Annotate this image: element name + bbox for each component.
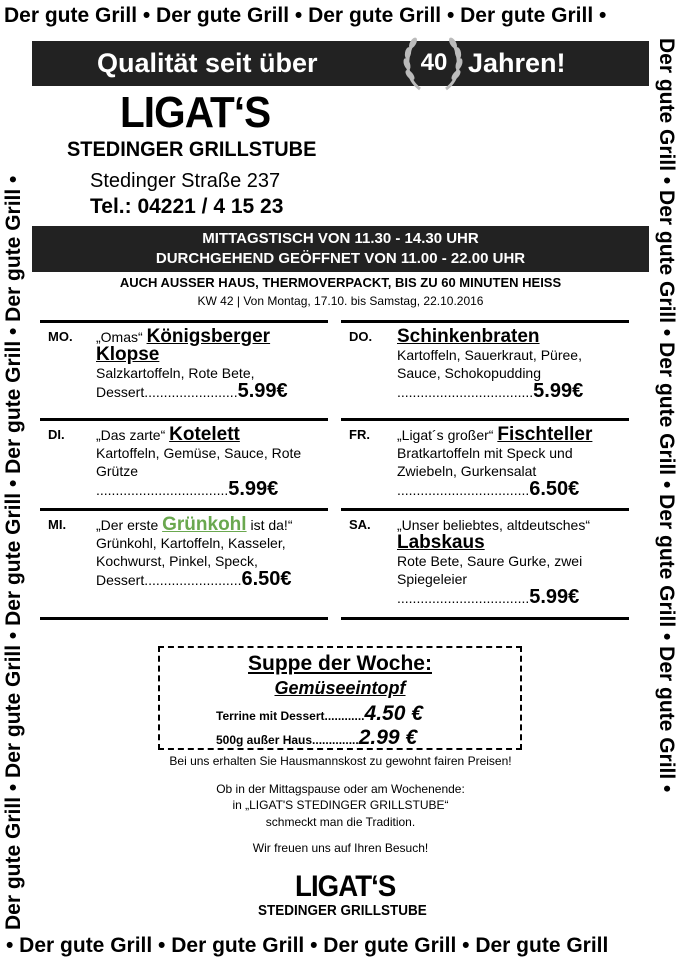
soup-of-the-week-box bbox=[158, 646, 522, 750]
dish-prefix: „Ligat´s großer“ bbox=[397, 427, 498, 443]
soup-row-label: Terrine mit Dessert bbox=[216, 709, 325, 723]
soup-title: Suppe der Woche: bbox=[248, 652, 432, 675]
soup-price-row-takeaway bbox=[216, 726, 417, 750]
takeaway-note: AUCH AUSSER HAUS, THERMOVERPACKT, BIS ZU 60 MINUTEN HEISS bbox=[119, 275, 562, 290]
dish-prefix: „Das zarte“ bbox=[96, 427, 170, 443]
quality-banner bbox=[32, 41, 649, 86]
week-range: KW 42 | Von Montag, 17.10. bis Samstag, 22.10.2016 bbox=[197, 294, 484, 308]
dish-name: Labskaus bbox=[397, 532, 485, 553]
hours-open: DURCHGEHEND GEÖFFNET VON 11.00 - 22.00 UHR bbox=[155, 250, 526, 267]
soup-row-label: 500g außer Haus bbox=[216, 733, 313, 747]
day-label: MI. bbox=[48, 517, 67, 532]
dish-price: 5.99€ bbox=[228, 478, 279, 500]
footer-fair-prices: Bei uns erhalten Sie Hausmannskost zu gewohnt fairen Preisen! bbox=[169, 754, 512, 768]
logo-subtitle: STEDINGER GRILLSTUBE bbox=[67, 138, 317, 161]
day-label: FR. bbox=[349, 427, 370, 442]
dish-description: Salzkartoffeln, Rote Bete, Dessert bbox=[96, 365, 255, 400]
menu-item-monday bbox=[40, 320, 328, 419]
border-top-text: Der gute Grill • Der gute Grill • Der gute Grill • Der gute Grill • bbox=[4, 4, 607, 27]
soup-price-row-terrine bbox=[216, 702, 423, 726]
footer-line-2: Ob in der Mittagspause oder am Wochenende: bbox=[216, 782, 465, 796]
price-dots: .................................. bbox=[96, 482, 229, 498]
border-right bbox=[652, 0, 680, 961]
day-label: MO. bbox=[48, 329, 73, 344]
dish-name: Königsberger Klopse bbox=[96, 326, 271, 365]
quality-years: 40 bbox=[420, 49, 448, 76]
border-bottom-text: • Der gute Grill • Der gute Grill • Der gute Grill • Der gute Grill bbox=[6, 934, 609, 957]
border-left-text: Der gute Grill • Der gute Grill • Der gute Grill • Der gute Grill • Der gute Grill • bbox=[2, 175, 25, 930]
menu-item-saturday bbox=[341, 508, 629, 620]
price-dots: .................................. bbox=[397, 590, 530, 606]
price-dots: .................................. bbox=[397, 482, 530, 498]
price-dots: ......................... bbox=[144, 572, 242, 588]
soup-dish: Gemüseeintopf bbox=[274, 678, 406, 698]
day-label: DI. bbox=[48, 427, 65, 442]
dish-description: Grünkohl, Kartoffeln, Kasseler, Kochwurst, Pinkel, Speck, Dessert bbox=[96, 535, 286, 588]
border-left bbox=[0, 0, 26, 961]
day-label: DO. bbox=[349, 329, 373, 344]
footer-logo-subtitle: STEDINGER GRILLSTUBE bbox=[258, 902, 427, 919]
dish-name: Grünkohl bbox=[162, 514, 247, 535]
soup-row-price: 4.50 € bbox=[364, 702, 423, 725]
price-dots: ........................ bbox=[144, 384, 238, 400]
day-label: SA. bbox=[349, 517, 371, 532]
dish-description: Bratkartoffeln mit Speck und Zwiebeln, Gurkensalat bbox=[397, 445, 573, 479]
dish-price: 5.99€ bbox=[533, 380, 584, 402]
menu-item-friday bbox=[341, 418, 629, 507]
soup-row-dots: .............. bbox=[312, 733, 359, 747]
dish-price: 6.50€ bbox=[241, 568, 292, 590]
quality-left-text: Qualität seit über bbox=[97, 48, 318, 78]
soup-row-price: 2.99 € bbox=[358, 726, 418, 749]
border-right-text: Der gute Grill • Der gute Grill • Der gute Grill • Der gute Grill • Der gute Grill • bbox=[655, 38, 678, 793]
logo-name: LIGAT‘S bbox=[120, 88, 271, 137]
footer-line-5: Wir freuen uns auf Ihren Besuch! bbox=[252, 841, 429, 855]
hours-banner bbox=[32, 226, 649, 272]
dish-description: Kartoffeln, Sauerkraut, Püree, Sauce, Schokopudding bbox=[397, 347, 582, 381]
dish-price: 5.99€ bbox=[237, 380, 288, 402]
footer-line-3: in „LIGAT'S STEDINGER GRILLSTUBE“ bbox=[232, 798, 449, 812]
dish-price: 6.50€ bbox=[529, 478, 580, 500]
dish-prefix: „Unser beliebtes, altdeutsches“ bbox=[397, 517, 590, 533]
hours-lunch: MITTAGSTISCH VON 11.30 - 14.30 UHR bbox=[202, 230, 479, 247]
dish-prefix: „Der erste bbox=[96, 517, 163, 533]
menu-item-wednesday bbox=[40, 508, 328, 620]
dish-name: Schinkenbraten bbox=[397, 326, 540, 347]
dish-price: 5.99€ bbox=[529, 586, 580, 608]
dish-name: Fischteller bbox=[497, 424, 593, 445]
dish-prefix: „Omas“ bbox=[96, 329, 147, 345]
dish-name: Kotelett bbox=[169, 424, 240, 445]
address-street: Stedinger Straße 237 bbox=[90, 170, 281, 192]
dish-description: Rote Bete, Saure Gurke, zwei Spiegeleier bbox=[397, 553, 583, 587]
phone-number: Tel.: 04221 / 4 15 23 bbox=[90, 195, 284, 218]
menu-item-tuesday bbox=[40, 418, 328, 507]
price-dots: ................................... bbox=[397, 384, 534, 400]
footer-line-4: schmeckt man die Tradition. bbox=[265, 815, 416, 829]
footer-logo-name: LIGAT‘S bbox=[295, 870, 396, 903]
menu-item-thursday bbox=[341, 320, 629, 419]
dish-description: Kartoffeln, Gemüse, Sauce, Rote Grütze bbox=[96, 445, 302, 479]
soup-row-dots: ............ bbox=[324, 709, 365, 723]
dish-suffix: ist da!“ bbox=[246, 517, 293, 533]
quality-right-text: Jahren! bbox=[468, 48, 566, 78]
